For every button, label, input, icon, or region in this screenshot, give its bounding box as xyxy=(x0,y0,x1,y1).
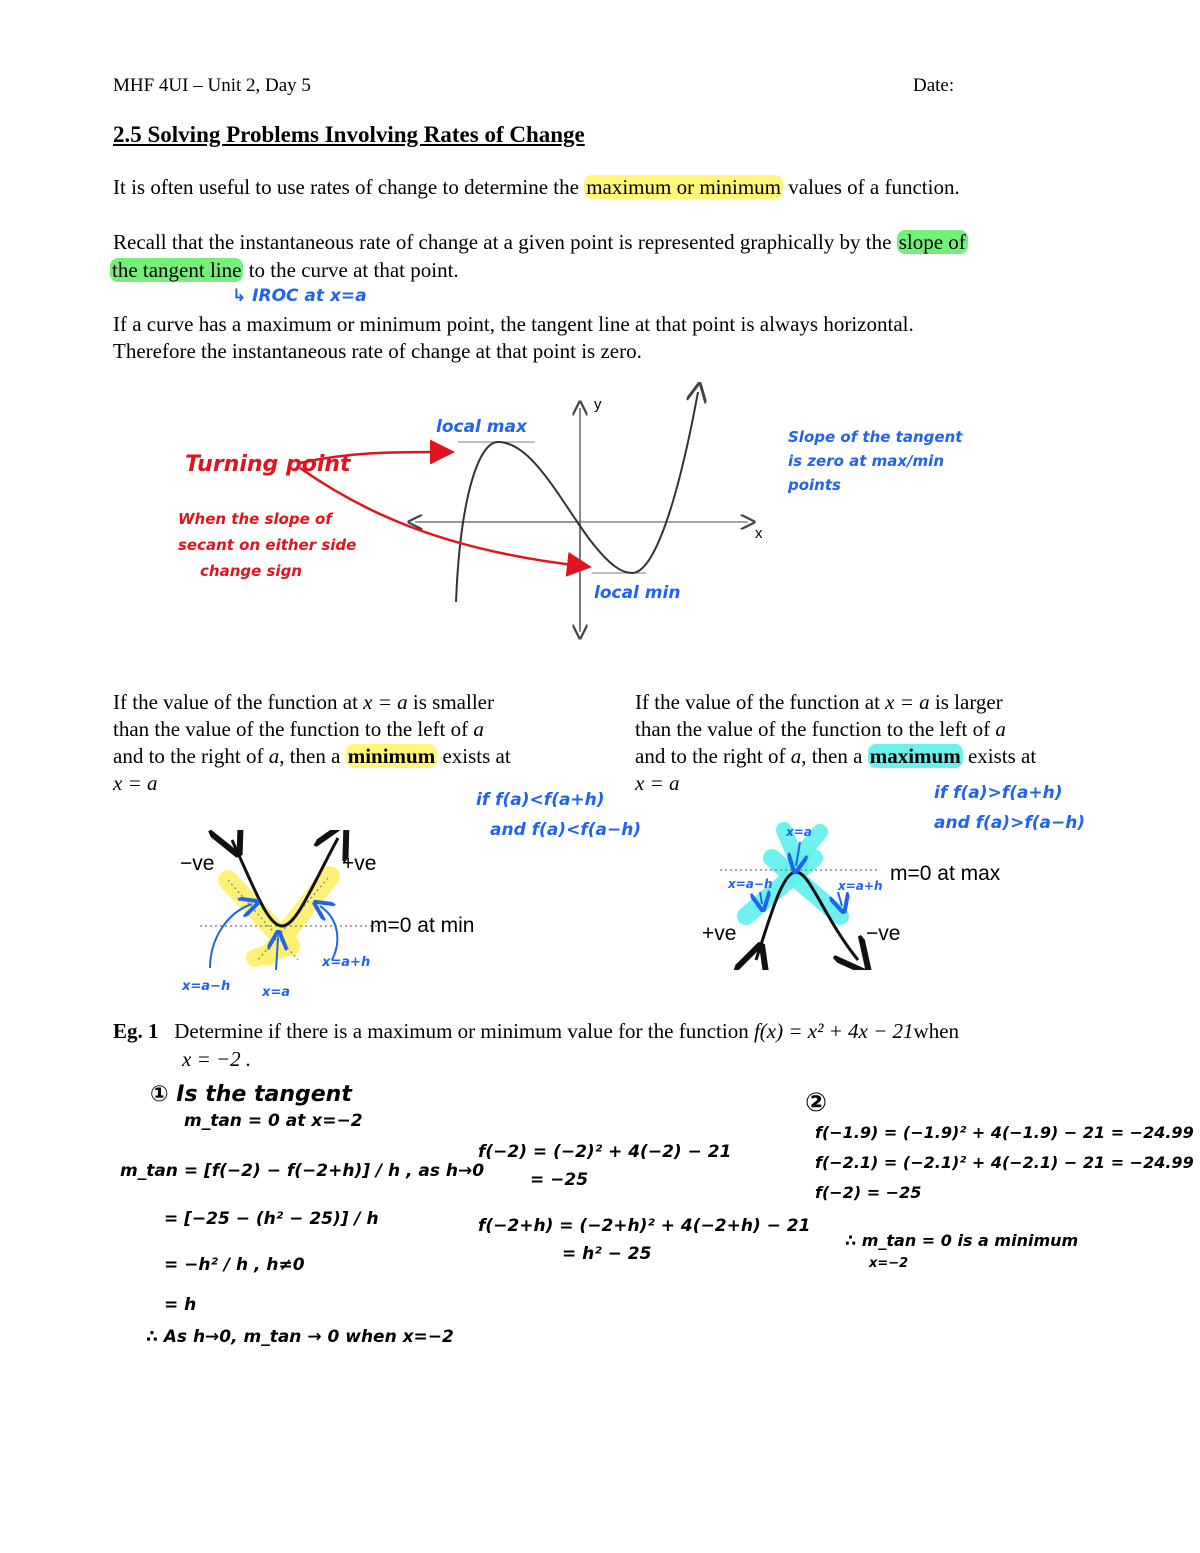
max-condition-note: if f(a)>f(a+h) and f(a)>f(a−h) xyxy=(934,783,1086,833)
max-paragraph: If the value of the function at x = a is larger than the value of the function to the left of a and to the right of a, then a maximum exists at x = a xyxy=(635,690,1037,795)
intro-paragraph-2-line-1: Recall that the instantaneous rate of change at a given point is represented graphically by the slope of xyxy=(113,230,966,254)
max-m0-label: m=0 at max xyxy=(890,862,1001,885)
work-col1: ① Is the tangent m_tan = 0 at x=−2 m_tan = [f(−2) − f(−2+h)] / h , as h→0 = [−25 − (h² − 25)] / h = −h² / h , h≠0 = h ∴ As h→0, m_tan → 0 when x=−2 xyxy=(120,1082,485,1347)
highlight-maximum: maximum xyxy=(869,744,961,768)
highlight-minimum: minimum xyxy=(347,744,436,768)
max-lbl-mid: x=a xyxy=(786,825,812,839)
min-lbl-mid: x=a xyxy=(262,985,291,1000)
intro-paragraph-3-line-2: Therefore the instantaneous rate of change at that point is zero. xyxy=(113,339,642,363)
max-pos-label: +ve xyxy=(702,922,737,945)
red-note: When the slope of secant on either side change sign xyxy=(178,510,357,580)
highlight-tangent-line: the tangent line xyxy=(112,258,242,282)
local-max-label: local max xyxy=(436,417,527,437)
min-lbl-left: x=a−h xyxy=(182,979,231,994)
blue-note-slope: Slope of the tangent is zero at max/min points xyxy=(788,428,963,494)
work-col2: f(−2) = (−2)² + 4(−2) − 21 = −25 f(−2+h) = (−2+h)² + 4(−2+h) − 21 = h² − 25 xyxy=(478,1142,811,1264)
minimum-figure xyxy=(170,830,500,1000)
date-label: Date: xyxy=(913,75,955,96)
highlight-slope: slope of xyxy=(898,230,966,254)
min-neg-label: −ve xyxy=(180,852,215,875)
min-lbl-right: x=a+h xyxy=(322,955,371,970)
intro-paragraph-1: It is often useful to use rates of change to determine the maximum or minimum values of a function. xyxy=(113,175,960,199)
example-1: Eg. 1 Determine if there is a maximum or minimum value for the function f(x) = x² + 4x − 21when xyxy=(113,1019,960,1043)
work-col3: ② f(−1.9) = (−1.9)² + 4(−1.9) − 21 = −24.99 f(−2.1) = (−2.1)² + 4(−2.1) − 21 = −24.99 f(−2) = −25 ∴ m_tan = 0 is a minimum x=−2 xyxy=(805,1088,1194,1271)
max-lbl-left: x=a−h xyxy=(728,877,773,891)
min-paragraph: If the value of the function at x = a is smaller than the value of the function to the left of a and to the right of a, then a minimum exists at x = a xyxy=(113,690,511,795)
intro-paragraph-2-line-2: the tangent line to the curve at that point. xyxy=(112,258,459,282)
example-1-line-2: x = −2 . xyxy=(182,1047,252,1071)
example-function: f(x) = x² + 4x − 21 xyxy=(753,1019,914,1043)
example-label: Eg. 1 xyxy=(113,1019,159,1043)
note-iroc: ↳ IROC at x=a xyxy=(232,286,367,306)
max-lbl-right: x=a+h xyxy=(838,879,883,893)
page-title: 2.5 Solving Problems Involving Rates of Change xyxy=(113,122,585,147)
turning-point-label: Turning point xyxy=(185,452,351,477)
min-m0-label: m=0 at min xyxy=(370,914,475,937)
course-header: MHF 4UI – Unit 2, Day 5 xyxy=(113,75,311,96)
min-condition-note: if f(a)<f(a+h) and f(a)<f(a−h) xyxy=(476,790,642,840)
x-axis-label: x xyxy=(755,525,763,542)
highlight-max-min: maximum or minimum xyxy=(586,175,782,199)
intro-paragraph-3-line-1: If a curve has a maximum or minimum point, the tangent line at that point is always horizontal. xyxy=(113,312,914,336)
max-neg-label: −ve xyxy=(866,922,901,945)
maximum-figure xyxy=(690,820,1050,970)
y-axis-label: y xyxy=(594,396,602,413)
local-min-label: local min xyxy=(594,583,681,603)
min-pos-label: +ve xyxy=(342,852,377,875)
